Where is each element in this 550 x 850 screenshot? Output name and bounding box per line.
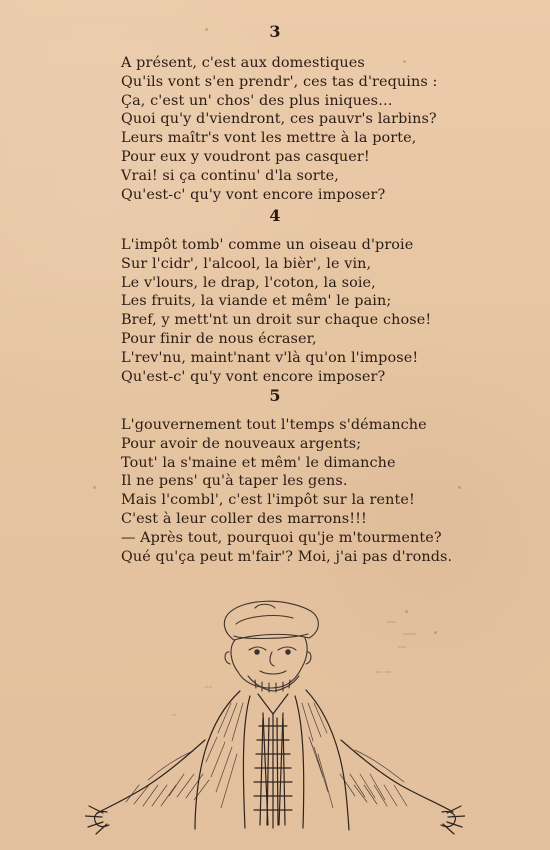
stanza (121, 416, 471, 566)
stanza-number: 4 (269, 206, 281, 225)
verse-line: — Après tout, pourquoi qu'je m'tourmente? (121, 529, 442, 546)
verse-line: Quoi qu'y d'viendront, ces pauvr's larbins? (121, 111, 437, 128)
paper-speck (93, 486, 96, 489)
verse-line: Qué qu'ça peut m'fair'? Moi, j'ai pas d'ronds. (121, 548, 453, 565)
verse-line: Leurs maîtr's vont les mettre à la porte, (121, 130, 417, 147)
verse-line: Tout' la s'maine et mêm' le dimanche (121, 454, 396, 471)
verse-line: Sur l'cidr', l'alcool, la bièr', le vin, (121, 255, 372, 272)
verse-line: A présent, c'est aux domestiques (121, 55, 365, 71)
man-illustration (85, 592, 465, 838)
verse-line: Il ne pens' qu'à taper les gens. (121, 473, 348, 490)
stanza-number: 5 (269, 386, 281, 405)
verse-line: Qu'est-c' qu'y vont encore imposer? (121, 368, 386, 385)
verse-line: Pour eux y voudront pas casquer! (121, 148, 370, 165)
verse-line: Bref, y mett'nt un droit sur chaque chose! (121, 312, 432, 329)
stanza-number: 3 (269, 22, 281, 41)
verse-line: Les fruits, la viande et mêm' le pain; (121, 293, 392, 310)
verse-line: Mais l'combl', c'est l'impôt sur la rente! (121, 492, 415, 509)
verse-line: Pour finir de nous écraser, (121, 330, 317, 347)
verse-line: L'gouvernement tout l'temps s'démanche (121, 417, 427, 433)
verse-line: Le v'lours, le drap, l'coton, la soie, (121, 274, 376, 291)
verse-line: L'rev'nu, maint'nant v'là qu'on l'impose! (121, 349, 419, 366)
stanza (121, 236, 471, 386)
verse-line: Pour avoir de nouveaux argents; (121, 435, 362, 452)
verse-line: Ça, c'est un' chos' des plus iniques… (121, 92, 393, 109)
verse-line: C'est à leur coller des marrons!!! (121, 510, 367, 527)
stanza (121, 54, 471, 204)
verse-line: Qu'est-c' qu'y vont encore imposer? (121, 186, 386, 203)
verse-line: Vrai! si ça continu' d'la sorte, (121, 167, 339, 184)
verse-line: L'impôt tomb' comme un oiseau d'proie (121, 237, 414, 253)
verse-line: Qu'ils vont s'en prendr', ces tas d'requins : (121, 73, 438, 90)
